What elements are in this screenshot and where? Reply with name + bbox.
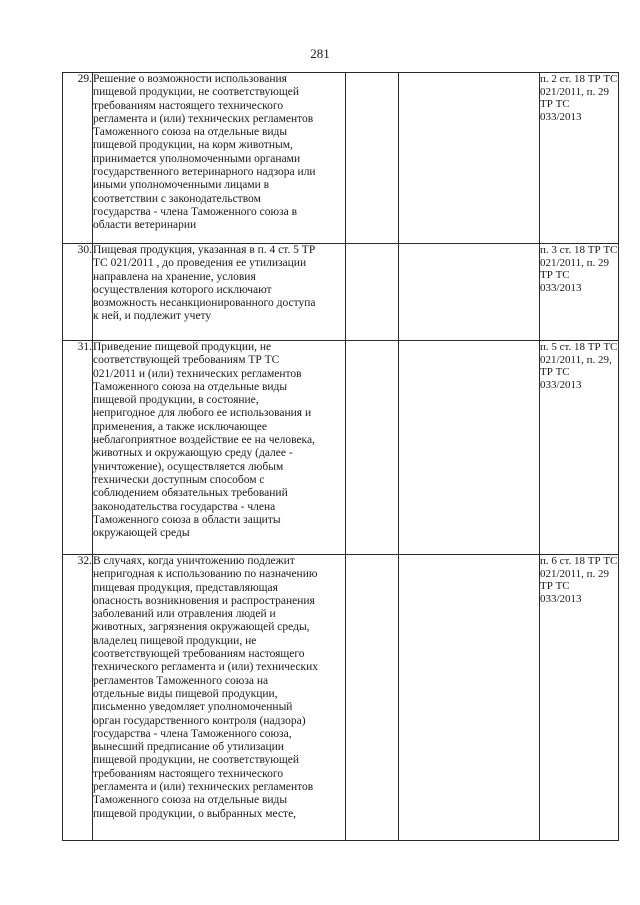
row-number: 32. (63, 555, 93, 841)
empty-cell (399, 341, 540, 555)
empty-cell (399, 244, 540, 341)
table-row (63, 341, 619, 555)
reference-text: п. 5 ст. 18 ТР ТС 021/2011, п. 29, ТР ТС 033/2013 (540, 341, 619, 555)
table-row (63, 244, 619, 341)
table-row (63, 555, 619, 841)
reference-text: п. 6 ст. 18 ТР ТС 021/2011, п. 29 ТР ТС 033/2013 (540, 555, 619, 841)
table-row (63, 73, 619, 244)
requirement-text: Пищевая продукция, указанная в п. 4 ст. 5 ТР ТС 021/2011 , до проведения ее утилизации направлена на хранение, условия осуществления которого исключают возможность несанкционированного доступа к ней, и подлежит учету (93, 244, 346, 341)
row-number: 30. (63, 244, 93, 341)
row-number: 31. (63, 341, 93, 555)
requirement-text: Решение о возможности использования пищевой продукции, не соответствующей требованиям настоящего технического регламента и (или) технических регламентов Таможенного союза на отдельные виды пищевой продукции, на корм животным, принимается уполномоченными органами государственного ветеринарного надзора или иными уполномоченными лицами в соответствии с законодательством государства - члена Таможенного союза в области ветеринарии (93, 73, 346, 244)
requirement-text: В случаях, когда уничтожению подлежит непригодная к использованию по назначению пищевая продукция, представляющая опасность возникновения и распространения заболеваний или отравления людей и животных, загрязнения окружающей среды, владелец пищевой продукции, не соответствующей требованиям настоящего технического регламента и (или) технических регламентов Таможенного союза на отдельные виды пищевой продукции, письменно уведомляет уполномоченный орган государственного контроля (надзора) государства - члена Таможенного союза, вынесший предписание об утилизации пищевой продукции, не соответствующей требованиям настоящего технического регламента и (или) технических регламентов Таможенного союза на отдельные виды пищевой продукции, о выбранных месте, (93, 555, 346, 841)
empty-cell (346, 341, 399, 555)
page-number: 281 (310, 46, 330, 61)
empty-cell (346, 73, 399, 244)
reference-text: п. 2 ст. 18 ТР ТС 021/2011, п. 29 ТР ТС 033/2013 (540, 73, 619, 244)
empty-cell (399, 555, 540, 841)
empty-cell (346, 244, 399, 341)
empty-cell (399, 73, 540, 244)
requirement-text: Приведение пищевой продукции, не соответствующей требованиям ТР ТС 021/2011 и (или) технических регламентов Таможенного союза на отдельные виды пищевой продукции, в состояние, непригодное для любого ее использования и применения, а также исключающее неблагоприятное воздействие ее на человека, животных и окружающую среду (далее - уничтожение), осуществляется любым технически доступным способом с соблюдением обязательных требований законодательства государства - члена Таможенного союза в области защиты окружающей среды (93, 341, 346, 555)
empty-cell (346, 555, 399, 841)
reference-text: п. 3 ст. 18 ТР ТС 021/2011, п. 29 ТР ТС 033/2013 (540, 244, 619, 341)
requirements-table (62, 72, 619, 841)
row-number: 29. (63, 73, 93, 244)
